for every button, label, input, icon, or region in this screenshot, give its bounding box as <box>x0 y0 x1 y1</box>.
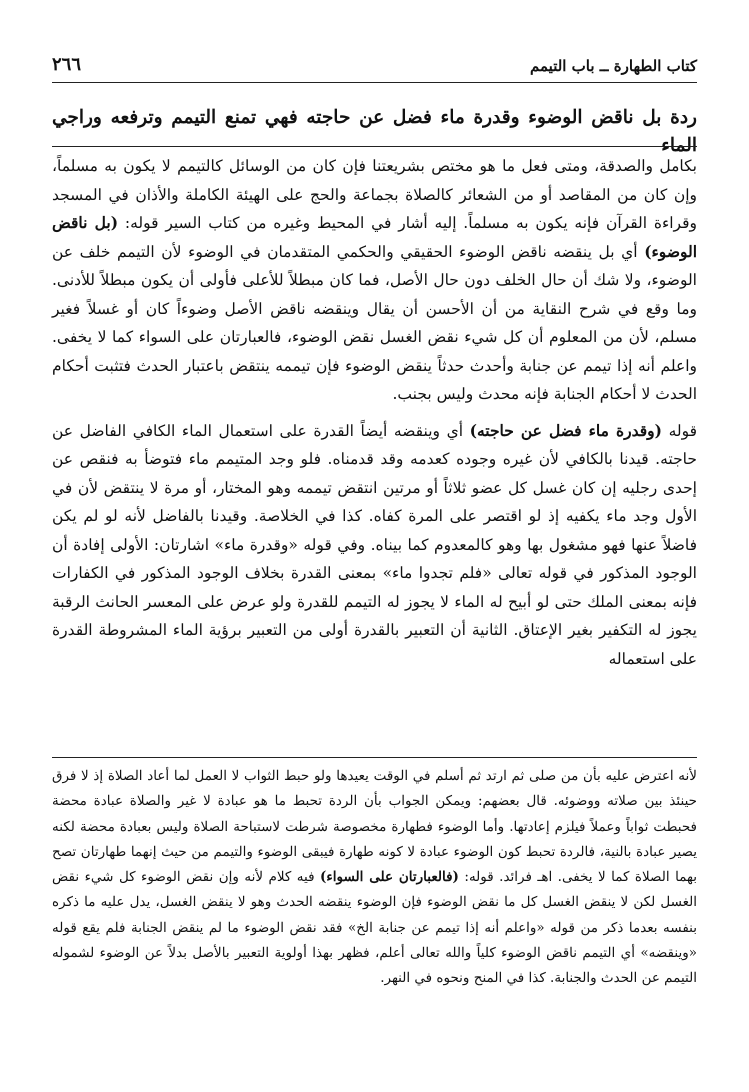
footnote-divider <box>52 757 697 758</box>
quoted-matn: (بل ناقض الوضوء) <box>52 213 698 261</box>
header-divider <box>52 82 697 83</box>
quoted-matn: (وقدرة ماء فضل عن حاجته) <box>469 420 662 440</box>
commentary-paragraph <box>52 152 697 409</box>
commentary-text: أي بل ينقضه ناقض الوضوء الحقيقي والحكمي المتقدمان في الوضوء لأن التيمم خلف عن الوضوء، ولا شك أن حال الخلف دون حال الأصل، فما كان مبطلاً للأعلى فأولى أن يكون مبطلاً للأدنى. وما وقع في شرح النقاية من أن الأحسن أن يقال وينقضه ناقض الأصل وضوءاً كان أو غسلاً فغير مسلم، لأن من المعلوم أن كل شيء نقض الغسل نقض الوضوء، فالعبارتان على السواء كما لا يخفى. واعلم أنه إذا تيمم عن جنابة وأحدث حدثاً ينقض الوضوء فإن تيممه ينتقض باعتبار الحدث فتثبت أحكام الحدث لا أحكام الجنابة فإنه محدث وليس بجنب. <box>52 242 697 403</box>
commentary-text: بكامل والصدقة، ومتى فعل ما هو مختص بشريعتنا فإن كان من الوسائل كالتيمم لا يكون به مسلماً، وإن كان من المقاصد أو من الشعائر كالصلاة بجماعة والحج على الهيئة الكاملة والأذان في المسجد وقراءة القرآن فإنه يكون به مسلماً. إليه أشار في المحيط وغيره من كتاب السير قوله: <box>52 157 698 232</box>
footnote-text: فيه كلام لأنه وإن نقض الوضوء كل شيء نقض الغسل لكن لا ينقض الغسل كل ما نقض الوضوء فإن الوضوء ينقضه الحدث وهو لا ينقض الغسل، يدل عليه ما ذكره بنفسه بعدما ذكر من قوله «واعلم أنه إذا تيمم عن جنابة الخ» فقد نقض الوضوء ما لم ينقض الجنابة فلم يقع قوله «وينقضه» أي التيمم ناقض الوضوء كلياً والله تعالى أعلم، فظهر بهذا أولوية التعبير بالأصل بدلاً عن الوضوء لشموله التيمم عن الحدث والجنابة. كذا في المنح ونحوه في النهر. <box>52 869 697 987</box>
matn-divider <box>52 146 697 147</box>
commentary-body <box>52 152 697 681</box>
footnote-text: لأنه اعترض عليه بأن من صلى ثم ارتد ثم أسلم في الوقت يعيدها ولو حبط الثواب لا العمل لما أعاد الصلاة إذ لا فرق حينئذ بين صلاته ووضوئه. قال بعضهم: ويمكن الجواب بأن الردة تحبط ما هو عبادة لا غير والصلاة عبادة محضة فحبطت ثواباً وعملاً فيلزم إعادتها. وأما الوضوء فطهارة مخصوصة شرطت لاستباحة الصلاة وليس بعبادة محضة لكنه يصير عبادة بالنية، فالردة تحبط كون الوضوء عبادة لا كونه طهارة فيبقى الوضوء والتيمم من حيث إنهما طهارتان تصح بهما الصلاة كما لا يخفى. اهـ فرائد. قوله: <box>52 768 697 886</box>
commentary-text: قوله <box>668 421 698 440</box>
commentary-paragraph <box>52 417 697 674</box>
footnote-quote: (فالعبارتان على السواء) <box>320 869 459 886</box>
running-title: كتاب الطهارة ــ باب التيمم <box>530 57 697 75</box>
page-header <box>52 54 697 75</box>
commentary-text: أي وينقضه أيضاً القدرة على استعمال الماء الكافي الفاضل عن حاجته. قيدنا بالكافي لأن غيره وجوده كعدمه وقد قدمناه. فلو وجد المتيمم ماء فتوضأ به فنقص عن إحدى رجليه إن كان غسل كل عضو ثلاثاً أو مرتين انتقض تيممه وهو المختار، أو مرة لا ينتقض لأن في الأول وجد ماء يكفيه إذ لو اقتصر على المرة كفاه. كذا في الخلاصة. وقيدنا بالفاضل لأنه لو لم يكن فاضلاً عنها فهو مشغول بها وهو كالمعدوم كما بيناه. وفي قوله «وقدرة ماء» اشارتان: الأولى إفادة أن الوجود المذكور في قوله تعالى «فلم تجدوا ماء» بمعنى القدرة بخلاف الوجود المذكور في الكفارات فإنه بمعنى الملك حتى لو أبيح له الماء لا يجوز له التيمم للقدرة ولو عرض على المعسر الحانث الرقبة يجوز له التكفير بغير الإعتاق. الثانية أن التعبير بالقدرة أولى من التعبير برؤية الماء المشروطة القدرة على استعماله <box>52 421 697 668</box>
matn-text: ردة بل ناقض الوضوء وقدرة ماء فضل عن حاجته فهي تمنع التيمم وترفعه وراجي الماء <box>52 107 697 156</box>
page-number: ٢٦٦ <box>52 54 82 75</box>
footnote-section <box>52 764 697 992</box>
footnote-paragraph <box>52 764 697 992</box>
